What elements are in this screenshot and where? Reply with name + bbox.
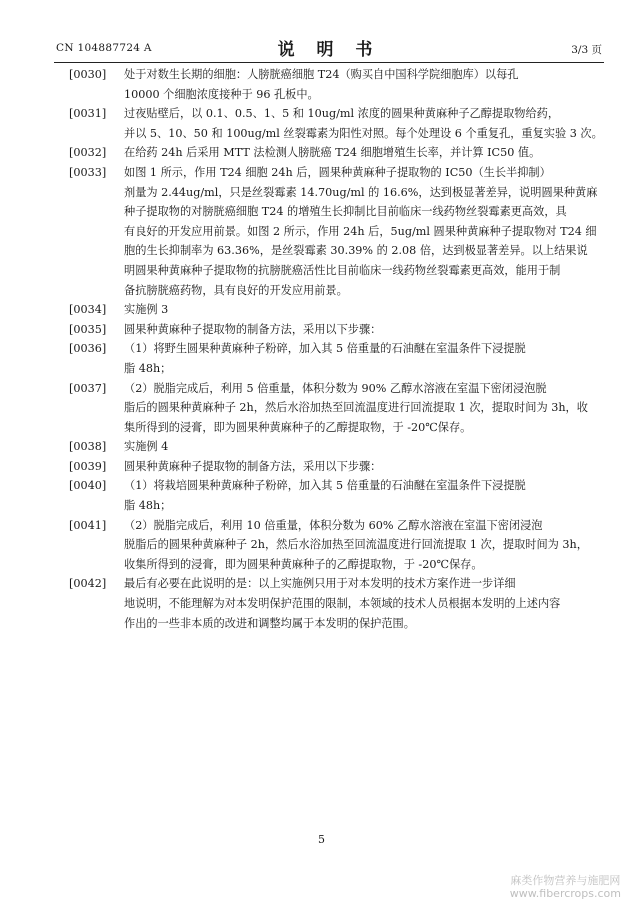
paragraph-number: [0038] [69, 440, 107, 454]
paragraph-line: 种子提取物的对膀胱癌细胞 T24 的增殖生长抑制比目前临床一线药物丝裂霉素更高效，具 [124, 205, 567, 219]
paragraph-line: （2）脱脂完成后，利用 5 倍重量，体积分数为 90% 乙醇水溶液在室温下密闭浸泡脱 [124, 381, 547, 395]
paragraph-number: [0035] [69, 322, 107, 336]
paragraph [69, 457, 604, 477]
paragraph-line: 圆果种黄麻种子提取物的制备方法，采用以下步骤： [124, 459, 382, 473]
paragraph-number: [0030] [69, 68, 107, 81]
paragraph-line: 脂 48h； [124, 499, 172, 513]
paragraph-line: 集所得到的浸膏，即为圆果种黄麻种子的乙醇提取物，于 -20℃保存。 [124, 420, 472, 434]
paragraph-line: 收集所得到的浸膏，即为圆果种黄麻种子的乙醇提取物，于 -20℃保存。 [124, 557, 483, 571]
paragraph-line: 地说明，不能理解为对本发明保护范围的限制，本领域的技术人员根据本发明的上述内容 [124, 597, 561, 611]
watermark-url: www.fibercrops.com [509, 887, 621, 900]
paragraph-line: 胞的生长抑制率为 63.36%，是丝裂霉素 30.39% 的 2.08 倍，达到极显著差异。以上结果说 [124, 244, 588, 258]
watermark-site-name: 麻类作物营养与施肥网 [510, 874, 621, 887]
paragraph-number: [0039] [69, 459, 107, 473]
paragraph-line: （1）将野生圆果种黄麻种子粉碎，加入其 5 倍重量的石油醚在室温条件下浸提脱 [124, 342, 526, 356]
patent-number: CN 104887724 A [56, 42, 152, 54]
paragraph-number: [0031] [69, 107, 107, 121]
paragraph [69, 65, 604, 104]
watermark [510, 874, 621, 900]
page-number: 5 [318, 833, 325, 846]
paragraph [69, 379, 604, 438]
paragraph-line: 最后有必要在此说明的是：以上实施例只用于对本发明的技术方案作进一步详细 [124, 577, 516, 591]
paragraph-line: 10000 个细胞浓度接种于 96 孔板中。 [124, 87, 319, 101]
paragraph-line: 脂后的圆果种黄麻种子 2h，然后水浴加热至回流温度进行回流提取 1 次，提取时间为 3h，收 [124, 401, 588, 415]
paragraph [69, 143, 604, 163]
paragraph-line: 脂 48h； [124, 361, 172, 375]
paragraph [69, 300, 604, 320]
paragraph-number: [0034] [69, 303, 107, 317]
paragraph [69, 104, 604, 143]
paragraph [69, 516, 604, 575]
paragraph-number: [0036] [69, 342, 107, 356]
paragraph-line: 作出的一些非本质的改进和调整均属于本发明的保护范围。 [124, 616, 415, 630]
paragraph-number: [0037] [69, 381, 107, 395]
paragraph-line: （1）将栽培圆果种黄麻种子粉碎，加入其 5 倍重量的石油醚在室温条件下浸提脱 [124, 479, 526, 493]
paragraph-line: 明圆果种黄麻种子提取物的抗膀胱癌活性比目前临床一线药物丝裂霉素更高效，能用于制 [124, 263, 561, 277]
paragraph-number: [0040] [69, 479, 107, 493]
document-body [69, 65, 604, 633]
page-header [54, 32, 604, 63]
paragraph-line: 过夜贴壁后，以 0.1、0.5、1、5 和 10ug/ml 浓度的圆果种黄麻种子乙醇提取物给药， [124, 107, 560, 121]
paragraph-line: 处于对数生长期的细胞：人膀胱癌细胞 T24（购买自中国科学院细胞库）以每孔 [124, 68, 519, 81]
paragraph-line: 圆果种黄麻种子提取物的制备方法，采用以下步骤： [124, 322, 382, 336]
paragraph-line: 如图 1 所示，作用 T24 细胞 24h 后，圆果种黄麻种子提取物的 IC50（生长半抑制） [124, 165, 551, 179]
paragraph [69, 437, 604, 457]
paragraph-line: 备抗膀胱癌药物，具有良好的开发应用前景。 [124, 283, 348, 297]
document-title: 说 明 书 [277, 40, 381, 60]
paragraph-line: 脱脂后的圆果种黄麻种子 2h，然后水浴加热至回流温度进行回流提取 1 次，提取时间为 3h， [124, 538, 588, 552]
paragraph-line: 并以 5、10、50 和 100ug/ml 丝裂霉素为阳性对照。每个处理设 6 个重复孔，重复实验 3 次。 [124, 126, 603, 140]
paragraph [69, 339, 604, 378]
paragraph-number: [0042] [69, 577, 107, 591]
paragraph-line: 剂量为 2.44ug/ml，只是丝裂霉素 14.70ug/ml 的 16.6%，达到极显著差异，说明圆果种黄麻 [124, 185, 598, 199]
paragraph-line: 实施例 3 [124, 303, 169, 317]
page-indicator: 3/3 页 [571, 44, 602, 56]
paragraph [69, 320, 604, 340]
paragraph-line: （2）脱脂完成后，利用 10 倍重量，体积分数为 60% 乙醇水溶液在室温下密闭浸泡 [124, 518, 543, 532]
paragraph-line: 有良好的开发应用前景。如图 2 所示，作用 24h 后，5ug/ml 圆果种黄麻种子提取物对 T24 细 [124, 224, 597, 238]
paragraph [69, 476, 604, 515]
paragraph-number: [0041] [69, 518, 107, 532]
paragraph [69, 574, 604, 633]
paragraph-number: [0032] [69, 146, 107, 160]
paragraph-line: 在给药 24h 后采用 MTT 法检测人膀胱癌 T24 细胞增殖生长率，并计算 IC50 值。 [124, 146, 541, 160]
paragraph [69, 163, 604, 300]
paragraph-number: [0033] [69, 165, 107, 179]
paragraph-line: 实施例 4 [124, 440, 169, 454]
